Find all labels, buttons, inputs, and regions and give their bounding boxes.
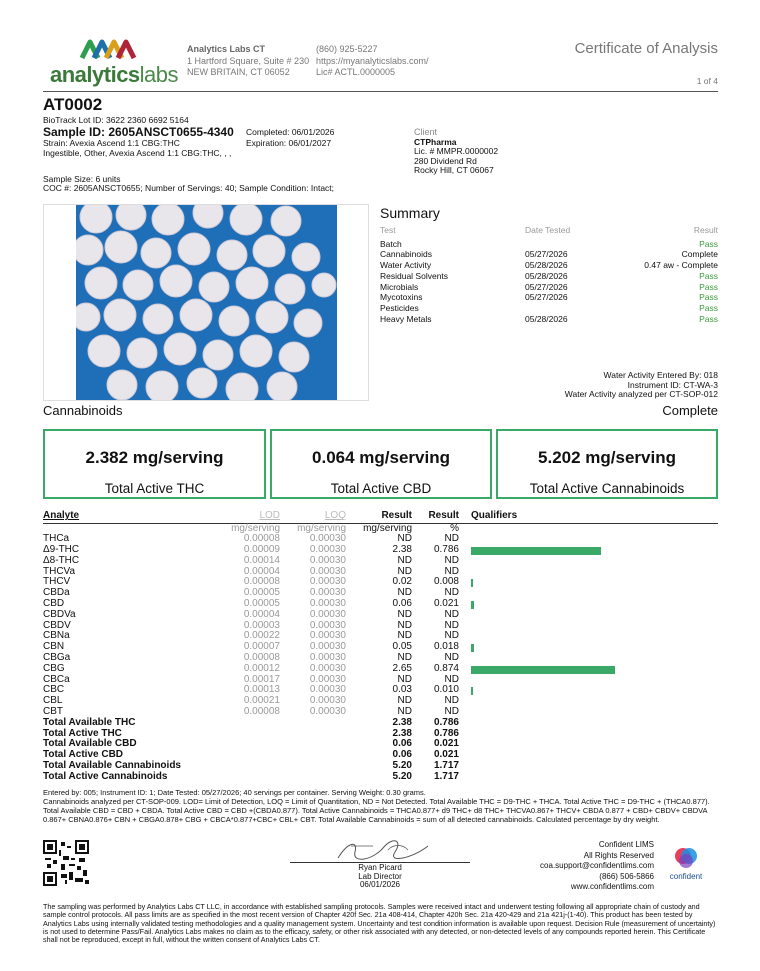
total-lod: [228, 718, 280, 729]
total-row: [43, 718, 718, 729]
sample-size: Sample Size: 6 units: [43, 174, 121, 184]
analyte-qualifier: [459, 599, 718, 610]
total-result-mg: 5.20: [392, 770, 412, 782]
lab-phone: (860) 925-5227: [316, 44, 378, 54]
analyte-bar: [471, 547, 601, 555]
analyte-row: [43, 653, 718, 664]
analyte-lod: 0.00022: [243, 630, 280, 642]
analyte-lod: 0.00004: [243, 565, 280, 577]
analyte-bar: [471, 666, 615, 674]
summary-test: Heavy Metals: [380, 313, 432, 324]
client-license: Lic. # MMPR.0000002: [414, 146, 499, 156]
analyte-row: [43, 545, 718, 556]
analyte-qualifier: [459, 675, 718, 686]
coc-info: COC #: 2605ANSCT0655; Number of Servings: 40; Sample Condition: Intact;: [43, 183, 335, 193]
lims-website[interactable]: www.confidentlims.com: [570, 882, 654, 891]
client-address-2: Rocky Hill, CT 06067: [414, 165, 494, 175]
unit-loq: mg/serving: [297, 522, 346, 534]
completed-date: Completed: 06/01/2026: [246, 127, 335, 137]
total-name: Total Available THC: [43, 716, 136, 728]
analyte-result-mg: ND: [397, 554, 412, 566]
analyte-result-mg: 2.38: [392, 544, 412, 556]
analyte-qualifier: [459, 664, 718, 675]
analyte-qualifier: [459, 696, 718, 707]
unit-result-mg: mg/serving: [363, 522, 412, 534]
summary-date: 05/27/2026: [525, 281, 568, 292]
analyte-units-row: [43, 523, 718, 534]
analyte-result-mg: ND: [397, 587, 412, 599]
lims-logo: [663, 846, 709, 881]
analyte-result-mg: ND: [397, 652, 412, 664]
analyte-loq: 0.00030: [309, 576, 346, 588]
sample-code: AT0002: [43, 95, 103, 114]
analyte-result-pct: ND: [444, 533, 459, 545]
total-qualifier: [459, 729, 718, 740]
analyte-loq: 0.00030: [309, 652, 346, 664]
analyte-qualifier: [459, 685, 718, 696]
total-qualifier: [459, 761, 718, 772]
total-cbd-box: [270, 429, 492, 499]
analyte-name: CBCa: [43, 673, 70, 685]
analyte-lod: 0.00008: [243, 576, 280, 588]
header-loq: LOQ: [280, 511, 346, 523]
analyte-result-pct: 0.021: [433, 598, 459, 610]
analyte-result-mg: ND: [397, 565, 412, 577]
analyte-qualifier: [459, 534, 718, 545]
analyte-row: [43, 631, 718, 642]
header-divider: [43, 91, 718, 92]
analyte-name: CBNa: [43, 630, 70, 642]
total-name: Total Active Cannabinoids: [43, 770, 168, 782]
analyte-result-pct: ND: [444, 608, 459, 620]
lab-address-2: NEW BRITAIN, CT 06052: [187, 67, 290, 77]
signature-block: [290, 864, 470, 890]
total-row: [43, 739, 718, 750]
analyte-lod: 0.00014: [243, 554, 280, 566]
signature-icon: [333, 838, 433, 864]
summary-result: Complete: [681, 249, 718, 260]
total-thc-value: 2.382 mg/serving: [85, 448, 224, 467]
analyte-result-mg: ND: [397, 608, 412, 620]
total-loq: [280, 761, 346, 772]
total-cannabinoids-label: Total Active Cannabinoids: [529, 481, 685, 496]
total-loq: [280, 772, 346, 783]
total-result-pct: 0.786: [433, 727, 459, 739]
summary-table: [380, 225, 718, 324]
summary-result: Pass: [699, 238, 718, 249]
analyte-result-pct: ND: [444, 587, 459, 599]
summary-result: Pass: [699, 281, 718, 292]
sample-id: Sample ID: 2605ANSCT0655-4340: [43, 125, 234, 139]
analyte-result-mg: ND: [397, 673, 412, 685]
total-thc-box: [43, 429, 266, 499]
analyte-loq: 0.00030: [309, 641, 346, 653]
total-result-mg: 2.38: [392, 716, 412, 728]
analyte-qualifier: [459, 653, 718, 664]
summary-row: [380, 271, 718, 282]
total-result-mg: 0.06: [392, 749, 412, 761]
lab-contact: [316, 44, 429, 79]
analyte-row: [43, 696, 718, 707]
total-name: Total Active THC: [43, 727, 122, 739]
disclaimer: The sampling was performed by Analytics Labs CT LLC, in accordance with established sampling protocols. Samples were received intact and underwent testing following all appropriate chain of custody and sample control protocols. All pass limits are as specified in the most recent version of Chapter 420f Sec. 21a 408-414, Chapter 420h Sec. 21a 420-429 and 21a 421j-(1-40). This product has been tested by Analytics Labs using internally validated testing methodologies and a quality management system. Uncertainty and test condition information is available upon request. Decision Rule (measurement of uncertainty) is not used to determine Pass/Fail. Analytics Labs makes no claim as to the efficacy, safety, or other risk associated with any detected, or non-detected levels of any compounds reported herein. This Certificate shall not be reproduced, except in full, without the written consent of Analytics Labs CT.: [43, 902, 716, 945]
product-photo: [43, 204, 369, 401]
lims-rights: All Rights Reserved: [583, 850, 654, 860]
total-result-pct: 1.717: [433, 760, 459, 772]
summary-row: [380, 260, 718, 271]
analyte-result-pct: ND: [444, 565, 459, 577]
summary-row: [380, 303, 718, 314]
analyte-loq: 0.00030: [309, 673, 346, 685]
analyte-row: [43, 707, 718, 718]
total-name: Total Available Cannabinoids: [43, 760, 181, 772]
analyte-name: CBDVa: [43, 608, 76, 620]
summary-result: Pass: [699, 302, 718, 313]
sample-type: Ingestible, Other, Avexia Ascend 1:1 CBG:THC, , ,: [43, 148, 232, 158]
signer-name: Ryan Picard: [358, 863, 402, 872]
analyte-row: [43, 675, 718, 686]
lab-name: Analytics Labs CT: [187, 44, 266, 54]
summary-header-result: Result: [693, 225, 718, 235]
total-lod: [228, 729, 280, 740]
analyte-result-pct: 0.874: [433, 662, 459, 674]
summary-date: 05/28/2026: [525, 260, 568, 271]
total-result-mg: 2.38: [392, 727, 412, 739]
total-result-pct: 1.717: [433, 770, 459, 782]
analyte-loq: 0.00030: [309, 619, 346, 631]
total-loq: [280, 750, 346, 761]
analysis-footnote: Entered by: 005; Instrument ID: 1; Date Tested: 05/27/2026; 40 servings per container. Serving Weight: 0.30 grams. Cannabinoids analyzed per CT-SOP-009. LOD= Limit of Detection, LOQ = Limit of Quantitation, ND = Not Detected. Total Available THC = D9-THC + THCA. Total Active THC = D9-THC + (THCA0.877). Total Available CBD = CBD + CBDA. Total Active CBD = CBD +(CBDA0.877). Total Active Cannabinoids = THCA0.877+ d9 THC+ d8 THC+ THCVA0.867+ THCV+ CBDA 0.877 + CBD+ CBDV+ CBDVA 0.867+ CBNA0.876+ CBN + CBGA0.878+ CBG + CBCA*0.877+CBC+ CBL+ CBT. Total Available Cannabinoids = sum of all detected cannabinoids. Calculated percentage by dry weight.: [43, 788, 710, 824]
analyte-name: CBDV: [43, 619, 71, 631]
analyte-row: [43, 664, 718, 675]
biotrack-lot: BioTrack Lot ID: 3622 2360 6692 5164: [43, 115, 189, 125]
analyte-loq: 0.00030: [309, 587, 346, 599]
analyte-result-pct: 0.786: [433, 544, 459, 556]
lab-website[interactable]: https://myanalyticslabs.com/: [316, 55, 429, 66]
summary-test: Residual Solvents: [380, 270, 449, 281]
header-qualifiers: Qualifiers: [459, 511, 718, 523]
analyte-name: CBC: [43, 684, 65, 696]
analyte-row: [43, 588, 718, 599]
analyte-name: THCVa: [43, 565, 76, 577]
summary-date: [525, 239, 625, 250]
analyte-loq: 0.00030: [309, 608, 346, 620]
total-name: Total Available CBD: [43, 738, 137, 750]
total-name: Total Active CBD: [43, 749, 124, 761]
analyte-qualifier: [459, 642, 718, 653]
analyte-result-mg: 0.02: [392, 576, 412, 588]
summary-test: Water Activity: [380, 260, 432, 271]
summary-row: [380, 239, 718, 250]
logo-text-light: labs: [139, 62, 179, 87]
analyte-name: THCa: [43, 533, 70, 545]
summary-test: Batch: [380, 238, 402, 249]
summary-date: 05/28/2026: [525, 313, 568, 324]
unit-lod: mg/serving: [231, 522, 280, 534]
summary-result: Pass: [699, 292, 718, 303]
client-label: Client: [414, 127, 438, 137]
analyte-result-mg: ND: [397, 630, 412, 642]
lab-license: Lic# ACTL.0000005: [316, 67, 396, 77]
total-result-pct: 0.021: [433, 749, 459, 761]
analyte-result-mg: 2.65: [392, 662, 412, 674]
analyte-loq: 0.00030: [309, 533, 346, 545]
analyte-lod: 0.00017: [243, 673, 280, 685]
summary-header-test: Test: [380, 225, 396, 235]
analyte-header-row: [43, 511, 718, 523]
analyte-result-mg: ND: [397, 695, 412, 707]
sample-strain: Strain: Avexia Ascend 1:1 CBG:THC: [43, 138, 180, 148]
analyte-name: THCV: [43, 576, 71, 588]
total-qualifier: [459, 750, 718, 761]
total-lod: [228, 772, 280, 783]
logo-mark-icon: [80, 38, 140, 60]
analyte-loq: 0.00030: [309, 630, 346, 642]
analyte-row: [43, 621, 718, 632]
analyte-result-pct: ND: [444, 554, 459, 566]
header-result-mg: Result: [346, 511, 412, 523]
total-cbd-label: Total Active CBD: [330, 481, 432, 496]
unit-result-pct: %: [450, 522, 459, 534]
analyte-result-mg: ND: [397, 533, 412, 545]
analyte-lod: 0.00007: [243, 641, 280, 653]
analyte-loq: 0.00030: [309, 684, 346, 696]
lims-logo-text: confident: [669, 872, 703, 881]
analyte-lod: 0.00005: [243, 587, 280, 599]
analyte-loq: 0.00030: [309, 544, 346, 556]
analyte-bar: [471, 644, 474, 652]
qr-code-icon: [43, 840, 89, 886]
analyte-bar: [471, 579, 473, 587]
analyte-name: CBD: [43, 598, 65, 610]
analyte-name: CBDa: [43, 587, 70, 599]
summary-result: Pass: [699, 313, 718, 324]
summary-result: 0.47 aw - Complete: [644, 260, 718, 271]
analyte-lod: 0.00008: [243, 652, 280, 664]
total-result-mg: 0.06: [392, 738, 412, 750]
lims-info: [540, 840, 654, 893]
lab-logo: [50, 38, 179, 90]
analyte-lod: 0.00009: [243, 544, 280, 556]
analyte-loq: 0.00030: [309, 598, 346, 610]
analyte-qualifier: [459, 621, 718, 632]
analyte-result-pct: 0.018: [433, 641, 459, 653]
analyte-row: [43, 610, 718, 621]
analyte-name: Δ9-THC: [43, 544, 80, 556]
analyte-result-pct: ND: [444, 619, 459, 631]
total-cannabinoids-value: 5.202 mg/serving: [538, 448, 676, 467]
summary-date: 05/27/2026: [525, 292, 568, 303]
analyte-result-pct: ND: [444, 695, 459, 707]
product-image: [76, 205, 337, 400]
client-name: CTPharma: [414, 136, 457, 147]
analyte-qualifier: [459, 567, 718, 578]
analyte-loq: 0.00030: [309, 565, 346, 577]
lims-phone: (866) 506-5866: [599, 871, 654, 881]
analyte-result-mg: 0.06: [392, 598, 412, 610]
total-row: [43, 729, 718, 740]
logo-text-bold: analytics: [50, 62, 140, 87]
analyte-result-pct: ND: [444, 630, 459, 642]
analyte-loq: 0.00030: [309, 695, 346, 707]
analyte-name: CBGa: [43, 652, 71, 664]
analyte-bar: [471, 601, 474, 609]
analyte-row: [43, 556, 718, 567]
total-loq: [280, 718, 346, 729]
summary-test: Mycotoxins: [380, 292, 423, 303]
analyte-lod: 0.00003: [243, 619, 280, 631]
summary-header-row: [380, 225, 718, 239]
cannabinoids-title: Cannabinoids: [43, 403, 123, 418]
header-lod: LOD: [228, 511, 280, 523]
summary-header-date: Date Tested: [525, 225, 571, 235]
analyte-result-pct: ND: [444, 673, 459, 685]
analyte-qualifier: [459, 631, 718, 642]
expiration-date: Expiration: 06/01/2027: [246, 138, 332, 148]
total-thc-label: Total Active THC: [104, 481, 205, 496]
analyte-result-mg: ND: [397, 619, 412, 631]
summary-title: Summary: [380, 205, 440, 221]
total-qualifier: [459, 772, 718, 783]
signer-date: 06/01/2026: [359, 880, 401, 889]
analyte-qualifier: [459, 577, 718, 588]
analyte-name: CBT: [43, 706, 63, 718]
analyte-lod: 0.00004: [243, 608, 280, 620]
summary-row: [380, 314, 718, 325]
header-analyte: Analyte: [43, 511, 228, 523]
wa-entered-by: Water Activity Entered By: 018: [603, 370, 718, 380]
client-block: [414, 128, 498, 176]
summary-date: 05/28/2026: [525, 270, 568, 281]
summary-test: Cannabinoids: [380, 249, 432, 260]
total-result-mg: 5.20: [392, 760, 412, 772]
page-number: 1 of 4: [696, 76, 718, 86]
analyte-row: [43, 599, 718, 610]
analyte-lod: 0.00008: [243, 706, 280, 718]
analyte-qualifier: [459, 556, 718, 567]
analyte-row: [43, 567, 718, 578]
document-title: Certificate of Analysis: [574, 40, 718, 57]
analyte-name: CBL: [43, 695, 63, 707]
analyte-lod: 0.00013: [243, 684, 280, 696]
client-address-1: 280 Dividend Rd: [414, 155, 477, 166]
lims-name: Confident LIMS: [598, 840, 654, 849]
cannabinoids-status: Complete: [662, 403, 718, 418]
total-lod: [228, 739, 280, 750]
analyte-row: [43, 685, 718, 696]
analyte-result-mg: 0.03: [392, 684, 412, 696]
summary-test: Pesticides: [380, 302, 419, 313]
analyte-lod: 0.00012: [243, 662, 280, 674]
lims-email[interactable]: coa.support@confidentlims.com: [540, 861, 654, 870]
total-loq: [280, 739, 346, 750]
summary-row: [380, 249, 718, 260]
total-row: [43, 772, 718, 783]
unit-qualifiers: [459, 523, 718, 534]
summary-result: Pass: [699, 270, 718, 281]
lab-address-1: 1 Hartford Square, Suite # 230: [187, 55, 310, 66]
analyte-qualifier: [459, 610, 718, 621]
summary-row: [380, 282, 718, 293]
total-loq: [280, 729, 346, 740]
total-lod: [228, 750, 280, 761]
analyte-name: CBG: [43, 662, 65, 674]
header-result-pct: Result: [412, 511, 459, 523]
summary-date: [525, 303, 625, 314]
lab-address: [187, 44, 309, 79]
unit-analyte: [43, 523, 228, 534]
summary-date: 05/27/2026: [525, 249, 568, 260]
analyte-row: [43, 642, 718, 653]
wa-instrument: Instrument ID: CT-WA-3: [627, 379, 718, 390]
confident-logo-icon: [673, 846, 699, 870]
summary-row: [380, 292, 718, 303]
total-qualifier: [459, 718, 718, 729]
analyte-result-pct: ND: [444, 706, 459, 718]
analyte-row: [43, 534, 718, 545]
wa-sop: Water Activity analyzed per CT-SOP-012: [564, 389, 718, 399]
total-qualifier: [459, 739, 718, 750]
analyte-loq: 0.00030: [309, 662, 346, 674]
analyte-bar: [471, 687, 473, 695]
analyte-row: [43, 577, 718, 588]
analyte-result-mg: 0.05: [392, 641, 412, 653]
analyte-qualifier: [459, 707, 718, 718]
analyte-result-pct: 0.010: [433, 684, 459, 696]
analyte-name: CBN: [43, 641, 65, 653]
analyte-loq: 0.00030: [309, 554, 346, 566]
total-cannabinoids-box: [496, 429, 718, 499]
analyte-result-pct: ND: [444, 652, 459, 664]
water-activity-info: [565, 371, 718, 400]
analyte-lod: 0.00021: [243, 695, 280, 707]
analyte-name: Δ8-THC: [43, 554, 80, 566]
analyte-lod: 0.00008: [243, 533, 280, 545]
analyte-qualifier: [459, 545, 718, 556]
total-result-pct: 0.786: [433, 716, 459, 728]
total-result-pct: 0.021: [433, 738, 459, 750]
analyte-result-mg: ND: [397, 706, 412, 718]
analyte-lod: 0.00005: [243, 598, 280, 610]
analyte-table: [43, 511, 718, 783]
summary-test: Microbials: [380, 281, 419, 292]
signer-title: Lab Director: [358, 871, 402, 881]
analyte-qualifier: [459, 588, 718, 599]
analyte-loq: 0.00030: [309, 706, 346, 718]
total-cbd-value: 0.064 mg/serving: [312, 448, 450, 467]
analyte-result-pct: 0.008: [433, 576, 459, 588]
total-lod: [228, 761, 280, 772]
